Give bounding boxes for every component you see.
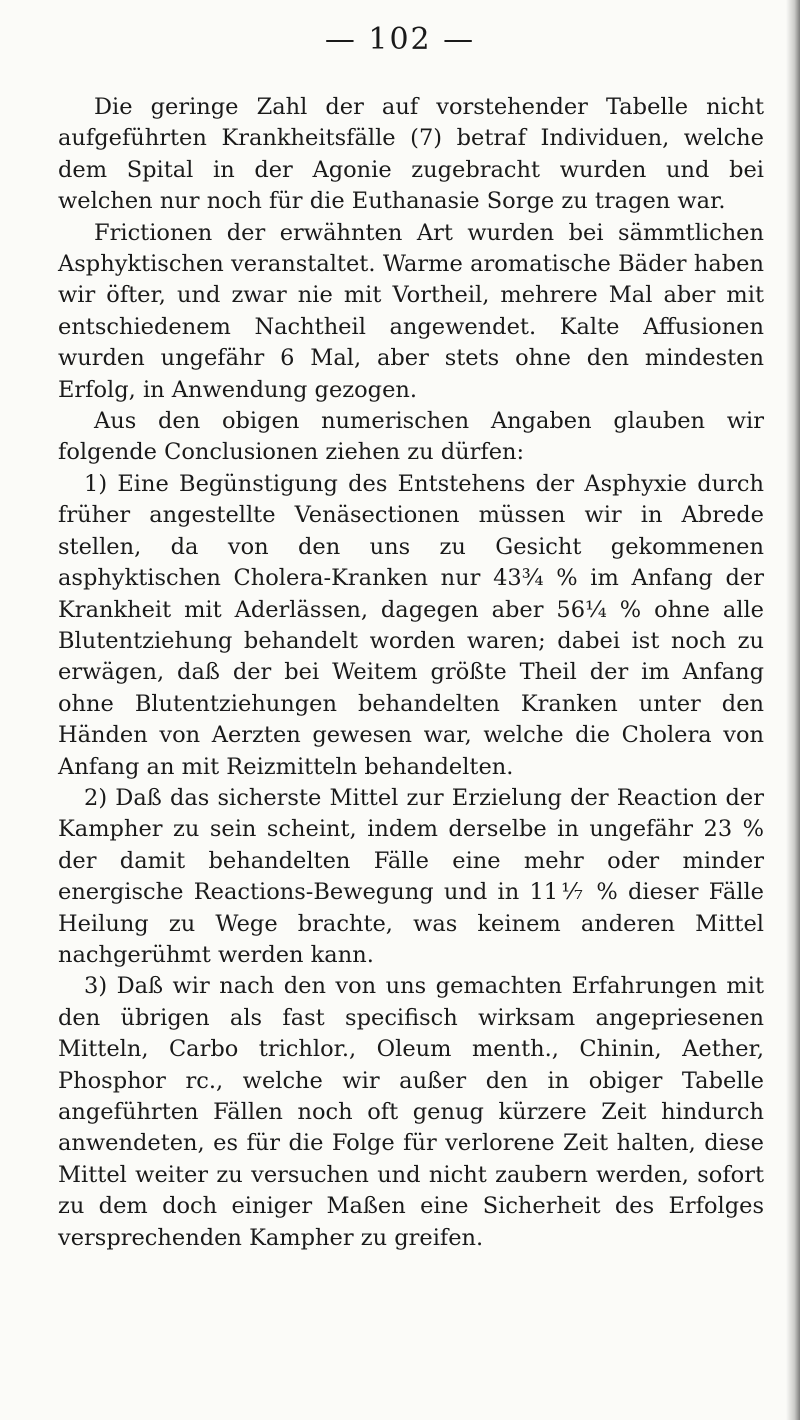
body-text — [58, 92, 764, 1254]
paragraph-frictionen: Frictionen der erwähnten Art wurden bei sämmtlichen Asphyktischen veranstaltet. Warme aromatische Bäder haben wir öfter, und zwar nie mit Vortheil, mehrere Mal aber mit entschiedenem Nachtheil angewendet. Kalte Affusionen wurden ungefähr 6 Mal, aber stets ohne den mindesten Erfolg, in Anwendung gezogen. — [58, 219, 764, 403]
paragraph-tabelle-note: Die geringe Zahl der auf vorstehender Tabelle nicht aufgeführten Krankheitsfälle (7) betraf Individuen, welche dem Spital in der Agonie zugebracht wurden und bei welchen nur noch für die Euthanasie Sorge zu tragen war. — [58, 94, 764, 215]
paragraph-conclusionen-intro: Aus den obigen numerischen Angaben glauben wir folgende Conclusionen ziehen zu dürfen: — [58, 408, 764, 466]
conclusion-item-1: 1) Eine Begünstigung des Entstehens der Asphyxie durch früher angestellte Venäsectionen müssen wir in Abrede stellen, da von den uns zu Gesicht gekommenen asphyktischen Cholera-Kranken nur 43¾ % im Anfang der Krankheit mit Aderlässen, dagegen aber 56¼ % ohne alle Blutentziehung behandelt worden waren; dabei ist noch zu erwägen, daß der bei Weitem größte Theil der im Anfang ohne Blutentziehungen behandelten Kranken unter den Händen von Aerzten gewesen war, welche die Cholera von Anfang an mit Reizmitteln behandelten. — [58, 470, 764, 780]
conclusion-item-2: 2) Daß das sicherste Mittel zur Erzielung der Reaction der Kampher zu sein scheint, indem derselbe in ungefähr 23 % der damit behandelten Fälle eine mehr oder minder energische Reactions-Bewegung und in 11⅐ % dieser Fälle Heilung zu Wege brachte, was keinem anderen Mittel nachgerühmt werden kann. — [58, 784, 764, 968]
page-edge-shadow — [786, 0, 800, 1420]
conclusion-item-3: 3) Daß wir nach den von uns gemachten Erfahrungen mit den übrigen als fast specifisch wirksam angepriesenen Mitteln, Carbo trichlor., Oleum menth., Chinin, Aether, Phosphor rc., welche wir außer den in obiger Tabelle angeführten Fällen noch oft genug kürzere Zeit hindurch anwendeten, es für die Folge für verlorene Zeit halten, diese Mittel weiter zu versuchen und nicht zaubern werden, sofort zu dem doch einiger Maßen eine Sicherheit des Erfolges versprechenden Kampher zu greifen. — [58, 973, 764, 1251]
page-number-header: — 102 — — [324, 22, 476, 57]
